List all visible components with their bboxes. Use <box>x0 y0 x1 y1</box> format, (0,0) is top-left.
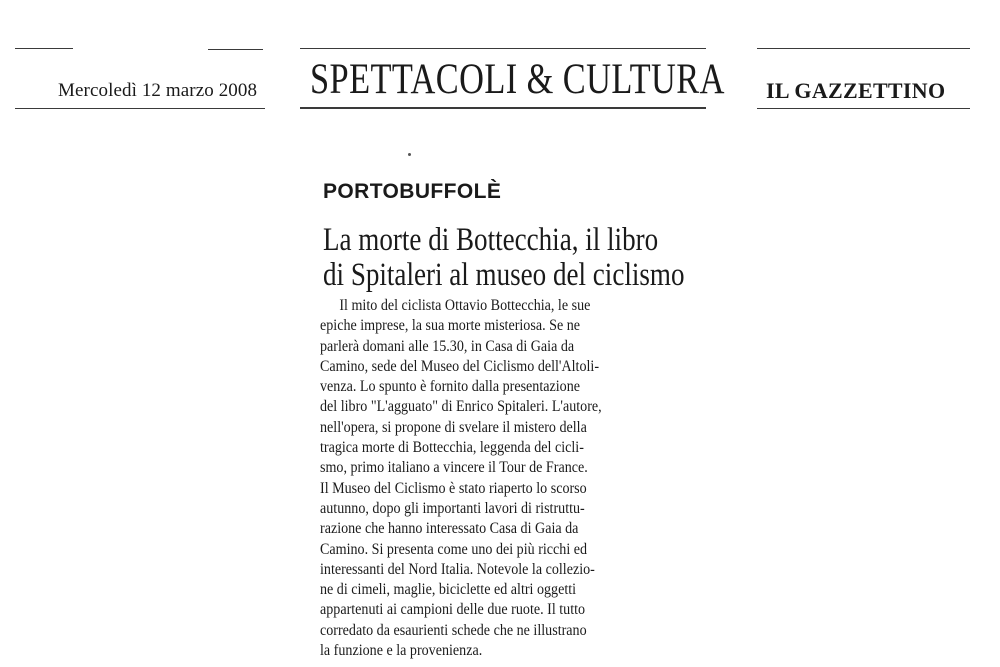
body-line: la funzione e la provenienza. <box>320 642 483 660</box>
top-rule-left-2 <box>208 49 263 50</box>
bottom-rule-left <box>15 108 265 109</box>
body-line: autunno, dopo gli importanti lavori di ristruttu- <box>320 499 585 517</box>
body-line: nell'opera, si propone di svelare il mistero della <box>320 418 587 436</box>
bottom-rule-right <box>757 108 970 109</box>
section-title: SPETTACOLI & CULTURA <box>310 56 725 103</box>
headline-line: di Spitaleri al museo del ciclismo <box>323 257 685 293</box>
body-line: Camino. Si presenta come uno dei più ricchi ed <box>320 540 588 558</box>
top-rule-center <box>300 48 706 49</box>
issue-date: Mercoledì 12 marzo 2008 <box>58 80 258 101</box>
body-line: corredato da esaurienti schede che ne illustrano <box>320 621 587 639</box>
body-line: Camino, sede del Museo del Ciclismo dell'Altoli- <box>320 357 600 375</box>
body-line: tragica morte di Bottecchia, leggenda del cicli- <box>320 439 584 457</box>
body-line: venza. Lo spunto è fornito dalla presentazione <box>320 378 580 396</box>
article-headline <box>323 222 685 293</box>
print-speck <box>408 153 411 156</box>
article-kicker: PORTOBUFFOLÈ <box>323 180 502 203</box>
top-rule-right <box>757 48 970 49</box>
article-body <box>320 296 660 661</box>
body-line: interessanti del Nord Italia. Notevole la collezio- <box>320 560 595 578</box>
bottom-rule-center <box>300 107 706 109</box>
top-rule-left <box>15 48 73 49</box>
body-line: epiche imprese, la sua morte misteriosa. Se ne <box>320 317 581 335</box>
body-line: Il Museo del Ciclismo è stato riaperto lo scorso <box>320 479 587 497</box>
body-line: appartenuti ai campioni delle due ruote. Il tutto <box>320 601 586 619</box>
body-line: ne di cimeli, maglie, biciclette ed altri oggetti <box>320 581 577 599</box>
body-line: Il mito del ciclista Ottavio Bottecchia, le sue <box>339 297 591 314</box>
body-line: razione che hanno interessato Casa di Gaia da <box>320 520 579 538</box>
body-line: parlerà domani alle 15.30, in Casa di Gaia da <box>320 337 575 355</box>
body-line: del libro "L'agguato" di Enrico Spitaleri. L'autore, <box>320 398 602 416</box>
newspaper-name: IL GAZZETTINO <box>766 78 946 103</box>
headline-line: La morte di Bottecchia, il libro <box>323 222 659 258</box>
body-line: smo, primo italiano a vincere il Tour de France. <box>320 459 588 477</box>
